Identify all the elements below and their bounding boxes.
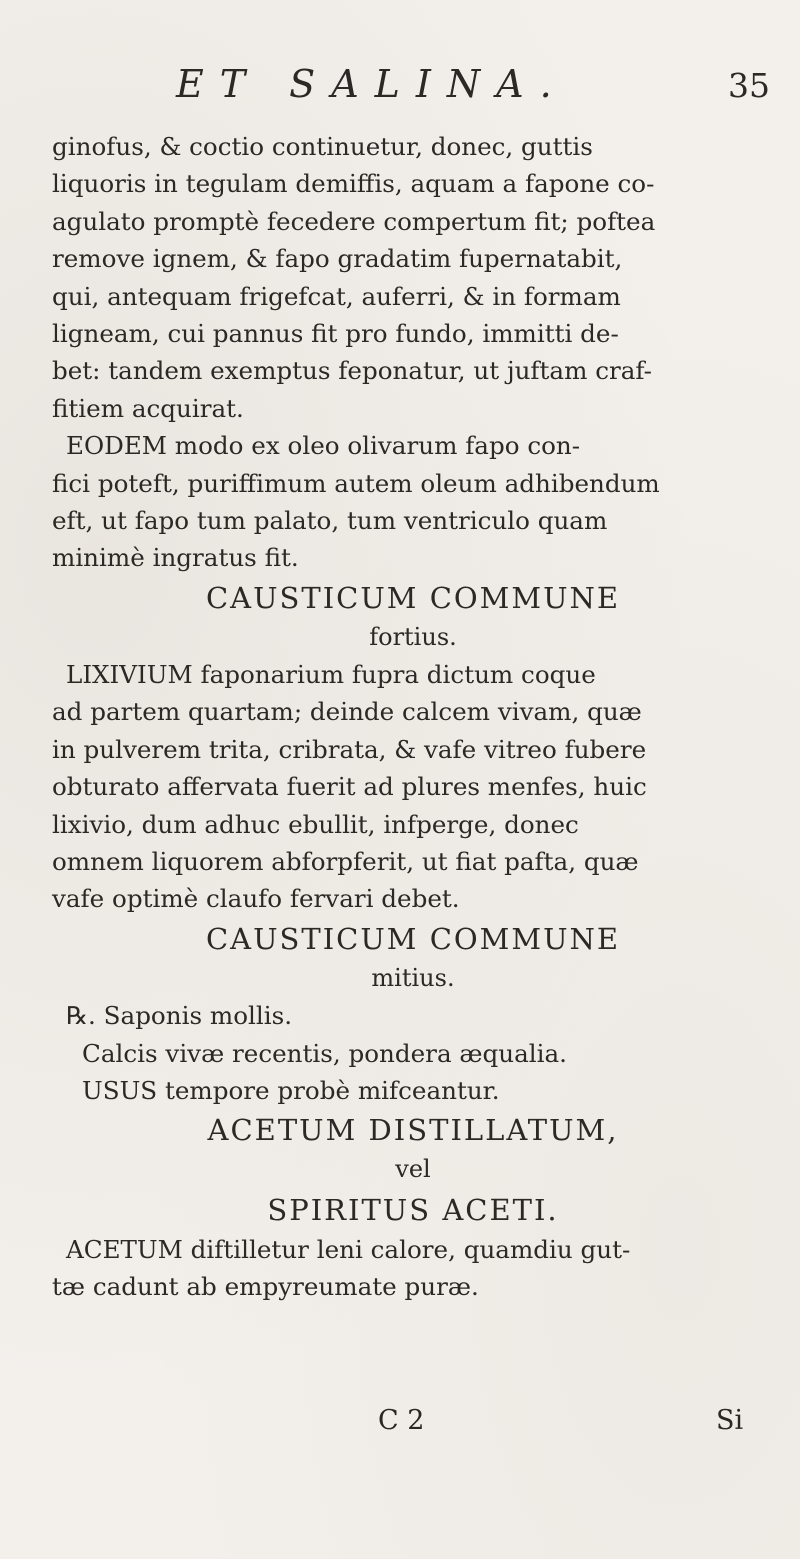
signature-mark: C 2 [378,1405,425,1436]
text-line: tæ cadunt ab empyreumate puræ. [52,1272,479,1302]
text-line: ligneam, cui pannus fit pro fundo, immitti de- [52,318,619,348]
text-line: eft, ut fapo tum palato, tum ventriculo quam [52,505,608,535]
text-line: remove ignem, & fapo gradatim fupernatabit, [52,244,623,274]
running-title: ET SALINA. [176,62,568,106]
text-line: minimè ingratus fit. [52,543,299,573]
text-line: in pulverem trita, cribrata, & vafe vitreo fubere [52,734,647,764]
page-footer [0,1405,800,1449]
section-heading: ACETUM DISTILLATUM, [207,1113,619,1148]
text-line: fici poteft, puriffimum autem oleum adhibendum [52,468,660,498]
text-line: ad partem quartam; deinde calcem vivam, quæ [52,697,642,727]
text-line: ginofus, & coctio continuetur, donec, guttis [52,132,593,161]
text-line: vafe optimè claufo fervari debet. [52,884,460,914]
text-line: agulato promptè fecedere compertum fit; poftea [52,206,656,236]
running-head [0,62,800,112]
text-line: qui, antequam frigefcat, auferri, & in formam [52,281,621,311]
text-line: LIXIVIUM faponarium fupra dictum coque [66,660,596,690]
section-subheading: fortius. [369,622,457,651]
catchword: Si [716,1405,744,1436]
page-number: 35 [728,66,770,105]
body-text [52,128,774,1306]
section-heading: CAUSTICUM COMMUNE [205,580,621,615]
text-line: bet: tandem exemptus feponatur, ut juftam craf- [52,356,652,386]
section-heading: CAUSTICUM COMMUNE [205,921,621,956]
text-line: liquoris in tegulam demiffis, aquam a fapone co- [52,169,655,199]
text-line: ℞. Saponis mollis. [66,1001,293,1031]
text-line: lixivio, dum adhuc ebullit, infperge, donec [52,809,579,839]
section-subheading: mitius. [371,963,455,992]
text-line: fitiem acquirat. [52,393,244,423]
text-line: USUS tempore probè mifceantur. [82,1075,500,1105]
text-line: obturato affervata fuerit ad plures menfes, huic [52,772,647,802]
text-line: ACETUM diftilletur leni calore, quamdiu gut- [66,1234,631,1264]
text-line: EODEM modo ex oleo olivarum fapo con- [66,431,581,461]
section-heading: SPIRITUS ACETI. [267,1192,559,1227]
section-subheading: vel [395,1155,431,1184]
text-line: Calcis vivæ recentis, pondera æqualia. [82,1038,567,1068]
text-line: omnem liquorem abforpferit, ut fiat pafta, quæ [52,847,639,877]
